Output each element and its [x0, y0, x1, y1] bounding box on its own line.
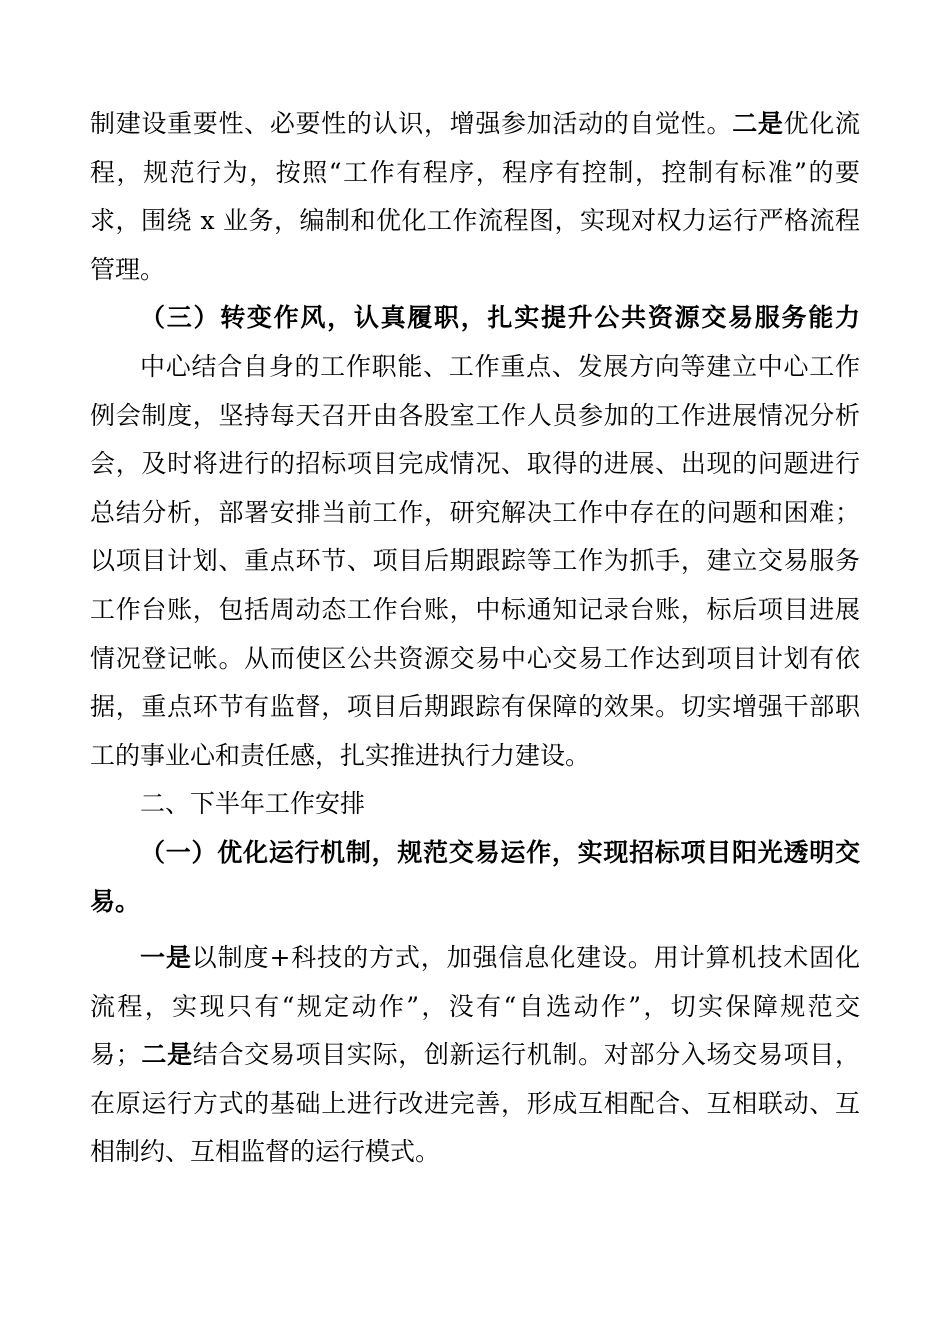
- spacer: [90, 926, 860, 934]
- subsection-heading: （三）转变作风，认真履职，扎实提升公共资源交易服务能力: [140, 303, 860, 333]
- text-run: 以制度+科技的方式，加强信息化建设。用计算机技术固化: [191, 943, 860, 973]
- section-heading: 二、下半年工作安排: [140, 789, 366, 819]
- paragraph-line: [90, 1031, 860, 1080]
- bold-lead: 一是: [140, 943, 192, 973]
- text-run: 制建设重要性、必要性的认识，增强参加活动的自觉性。: [90, 109, 733, 138]
- text-run: 结合交易项目实际，创新运行机制。对部分入场交易项目，: [192, 1040, 860, 1070]
- paragraph-line: 程，规范行为，按照“工作有程序，程序有控制，控制有标准”的要: [90, 157, 860, 187]
- text-run: 易；: [90, 1040, 141, 1070]
- paragraph-line: 据，重点环节有监督，项目后期跟踪有保障的效果。切实增强干部职: [90, 692, 860, 722]
- paragraph-line: 以项目计划、重点环节、项目后期跟踪等工作为抓手，建立交易服务: [90, 546, 860, 576]
- paragraph-line: 总结分析，部署安排当前工作，研究解决工作中存在的问题和困难；: [90, 497, 860, 527]
- paragraph-line: 流程，实现只有“规定动作”，没有“自选动作”，切实保障规范交: [90, 991, 860, 1021]
- paragraph-1: [90, 100, 860, 294]
- paragraph-line: 工的事业心和责任感，扎实推进执行力建设。: [90, 740, 591, 770]
- bold-lead: 二是: [732, 109, 784, 138]
- bold-lead: 二是: [140, 1040, 193, 1070]
- subsection-heading-line: （一）优化运行机制，规范交易运作，实现招标项目阳光透明交: [140, 837, 860, 867]
- paragraph-line: 在原运行方式的基础上进行改进完善，形成互相配合、互相联动、互: [90, 1088, 860, 1118]
- paragraph-3: [90, 934, 860, 1177]
- document-body: [90, 100, 860, 1177]
- text-run: 优化流: [783, 109, 860, 138]
- paragraph-line: 工作台账，包括周动态工作台账，中标通知记录台账，标后项目进展: [90, 594, 860, 624]
- paragraph-line: 情况登记帐。从而使区公共资源交易中心交易工作达到项目计划有依: [90, 643, 860, 673]
- subsection-heading-line: 易。: [90, 886, 141, 916]
- paragraph-line: 管理。: [90, 254, 166, 284]
- paragraph-2: [90, 343, 860, 780]
- paragraph-line: 求，围绕 x 业务，编制和优化工作流程图，实现对权力运行严格流程: [90, 206, 860, 236]
- paragraph-line: [90, 100, 860, 149]
- paragraph-line: 例会制度，坚持每天召开由各股室工作人员参加的工作进展情况分析: [90, 400, 860, 430]
- paragraph-line: 会，及时将进行的招标项目完成情况、取得的进展、出现的问题进行: [90, 449, 860, 479]
- paragraph-line: 中心结合自身的工作职能、工作重点、发展方向等建立中心工作: [140, 351, 860, 381]
- paragraph-line: [90, 934, 860, 983]
- paragraph-line: 相制约、互相监督的运行模式。: [90, 1137, 441, 1167]
- subsection-1-heading: [90, 829, 860, 926]
